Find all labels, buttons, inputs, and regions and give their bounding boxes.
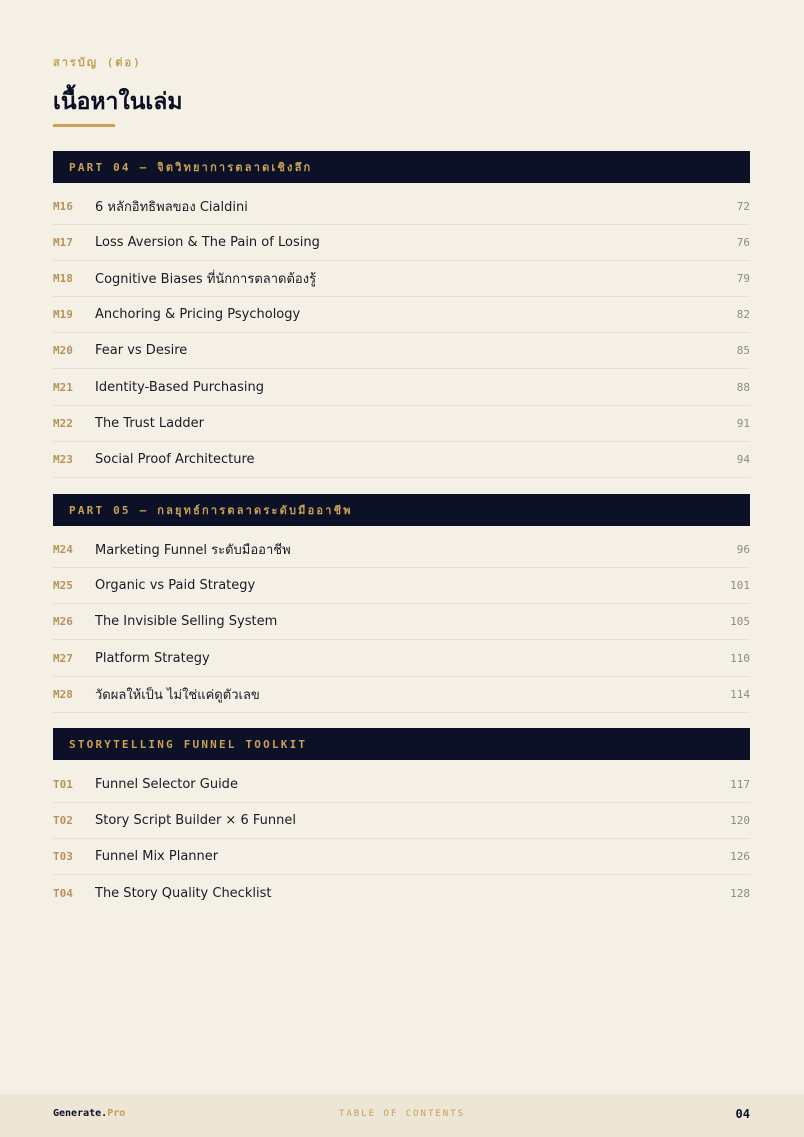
entry-title: วัดผลให้เป็น ไม่ใช่แค่ดูตัวเลข [95,688,260,703]
toc-row[interactable] [53,875,750,911]
entry-title: Fear vs Desire [95,343,188,358]
entry-code: M26 [53,615,73,628]
entry-code: M18 [53,272,73,285]
entry-page-number: 117 [730,778,750,791]
entry-title: Organic vs Paid Strategy [95,578,256,593]
toc-row[interactable] [53,641,750,677]
entry-code: M16 [53,200,73,213]
toc-row[interactable] [53,370,750,406]
entry-page-number: 110 [730,652,750,665]
toc-row[interactable] [53,442,750,478]
entry-title: Funnel Mix Planner [95,849,219,864]
section-header: PART 05 — กลยุทธ์การตลาดระดับมืออาชีพ [53,494,750,526]
entry-title: Platform Strategy [95,651,210,666]
entry-title: Loss Aversion & The Pain of Losing [95,235,320,250]
toc-row[interactable] [53,803,750,839]
toc-row[interactable] [53,333,750,369]
entry-title: The Trust Ladder [95,416,204,431]
entry-code: M25 [53,579,73,592]
entry-page-number: 114 [730,688,750,701]
entry-code: T03 [53,850,73,863]
entry-page-number: 72 [736,200,750,213]
page-number: 04 [735,1107,750,1121]
entry-code: T04 [53,886,73,900]
entry-code: T02 [53,814,73,827]
entry-code: M23 [53,453,73,466]
entry-page-number: 126 [730,850,750,863]
section-header: STORYTELLING FUNNEL TOOLKIT [53,728,750,760]
toc-row[interactable] [53,225,750,261]
entry-code: M20 [53,344,73,357]
toc-row[interactable] [53,297,750,333]
entry-page-number: 82 [736,308,750,321]
entry-page-number: 76 [736,236,750,249]
entry-page-number: 91 [736,417,750,430]
toc-row[interactable] [53,767,750,803]
entry-code: M28 [53,688,73,701]
toc-row[interactable] [53,604,750,640]
entry-title: Anchoring & Pricing Psychology [95,307,301,322]
toc-row[interactable] [53,261,750,297]
entry-title: Social Proof Architecture [95,452,255,467]
entry-code: M17 [53,236,73,249]
entry-code: M21 [53,381,73,394]
entry-code: M27 [53,652,73,665]
toc-row[interactable] [53,568,750,604]
brand-name: Generate. [53,1108,108,1119]
footer-section-label: TABLE OF CONTENTS [338,1109,466,1119]
entry-title: Cognitive Biases ที่นักการตลาดต้องรู้ [95,272,317,287]
entry-title: 6 หลักอิทธิพลของ Cialdini [95,200,248,215]
entry-page-number: 105 [730,615,750,628]
entry-page-number: 85 [736,344,750,357]
brand-suffix: Pro [107,1108,126,1119]
entry-code: M19 [53,308,73,321]
entry-page-number: 88 [736,381,750,394]
entry-page-number: 96 [736,543,750,556]
entry-page-number: 94 [736,453,750,466]
toc-row[interactable] [53,406,750,442]
entry-title: Story Script Builder × 6 Funnel [95,813,296,828]
entry-page-number: 128 [730,886,750,900]
section-header: PART 04 — จิตวิทยาการตลาดเชิงลึก [53,151,750,183]
entry-code: T01 [53,778,73,791]
title-underline [53,124,115,127]
entry-page-number: 79 [736,272,750,285]
toc-row[interactable] [53,839,750,875]
entry-page-number: 101 [730,579,750,592]
entry-title: The Story Quality Checklist [95,885,272,901]
entry-title: Marketing Funnel ระดับมืออาชีพ [95,543,291,558]
entry-code: M24 [53,543,73,556]
page-footer [0,1094,804,1137]
toc-row[interactable] [53,677,750,713]
entry-code: M22 [53,417,73,430]
toc-row[interactable] [53,189,750,225]
entry-page-number: 120 [730,814,750,827]
entry-title: The Invisible Selling System [95,614,278,629]
page-title: เนื้อหาในเล่ม [53,89,183,115]
entry-title: Identity-Based Purchasing [95,380,264,395]
page-eyebrow: สารบัญ (ต่อ) [53,56,142,69]
entry-title: Funnel Selector Guide [95,777,238,792]
toc-row[interactable] [53,532,750,568]
